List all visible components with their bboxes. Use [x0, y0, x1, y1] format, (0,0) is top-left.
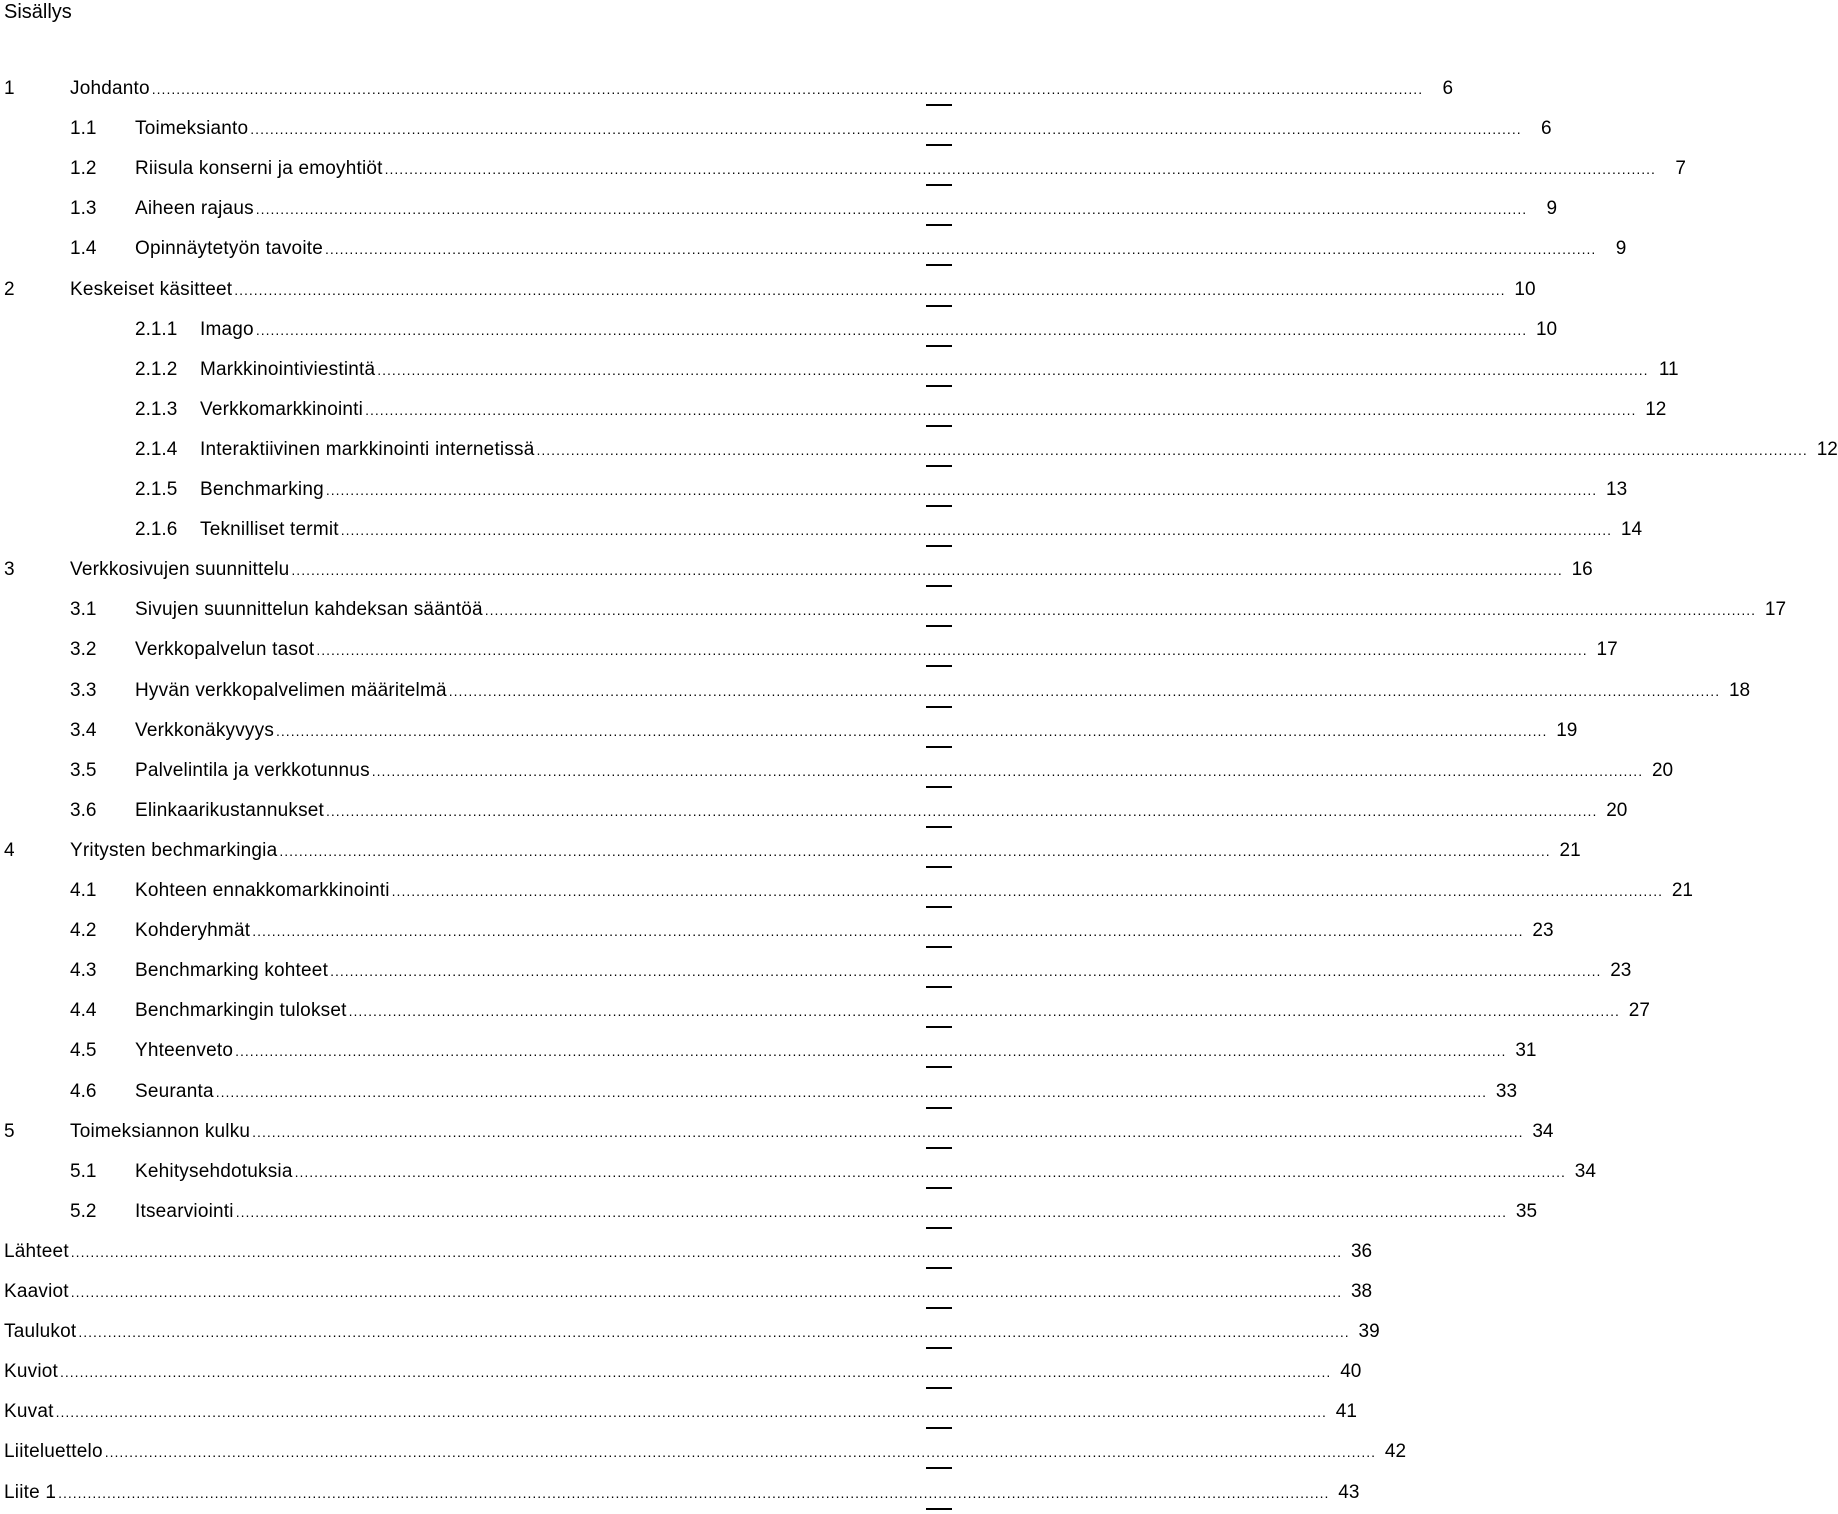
- toc-entry-label: Imago: [200, 318, 254, 340]
- toc-entry-page: 10: [1535, 318, 1558, 340]
- toc-entry-label: Kuvat: [4, 1401, 54, 1423]
- toc-entry-label: Keskeiset käsitteet: [70, 278, 233, 300]
- page-number-underline: [926, 906, 952, 908]
- toc-entry-number: 1.2: [70, 158, 97, 180]
- page-number-underline: [926, 184, 952, 186]
- toc-entry-page: 18: [1728, 679, 1751, 701]
- page-number-underline: [926, 505, 952, 507]
- toc-entry[interactable]: [0, 271, 1536, 311]
- toc-entry[interactable]: [0, 1313, 1380, 1353]
- toc-entry-page: 11: [1658, 358, 1679, 380]
- toc-entry-page: 42: [1384, 1441, 1407, 1463]
- toc-entry[interactable]: [0, 511, 1643, 551]
- page-number-underline: [926, 1066, 952, 1068]
- toc-entry-line: [135, 920, 1554, 942]
- toc-entry-page: 9: [1546, 198, 1558, 220]
- dot-leader: ....................................................................................................................................................................................................................................................................: [536, 441, 1808, 458]
- toc-entry-number: 3.6: [70, 799, 97, 821]
- page-number-underline: [926, 345, 952, 347]
- toc-entry-line: [135, 158, 1686, 180]
- toc-entry[interactable]: [0, 471, 1628, 511]
- page-number-underline: [926, 826, 952, 828]
- page-number-underline: [926, 585, 952, 587]
- toc-entry-page: 9: [1615, 238, 1627, 260]
- toc-entry-line: [200, 398, 1667, 421]
- toc-entry[interactable]: [0, 1433, 1407, 1473]
- dot-leader: ....................................................................................................................................................................................................................................................................: [55, 1404, 1327, 1421]
- toc-entry-label: Kuviot: [4, 1361, 59, 1383]
- toc-entry-number: 4.3: [70, 960, 97, 982]
- toc-entry-page: 33: [1495, 1080, 1518, 1102]
- dot-leader: ....................................................................................................................................................................................................................................................................: [448, 682, 1721, 699]
- toc-entry-number: 4.1: [70, 880, 97, 901]
- toc-entry-line: [4, 1401, 1357, 1423]
- toc-entry-label: Palvelintila ja verkkotunnus: [135, 759, 370, 781]
- toc-entry-page: 7: [1675, 158, 1686, 180]
- toc-entry-page: 38: [1350, 1281, 1373, 1302]
- toc-entry-number: 1.4: [70, 238, 97, 260]
- toc-entry[interactable]: [0, 1233, 1373, 1273]
- dot-leader: ....................................................................................................................................................................................................................................................................: [70, 1243, 1343, 1260]
- dot-leader: ....................................................................................................................................................................................................................................................................: [484, 602, 1757, 619]
- toc-entry-label: Elinkaarikustannukset: [135, 799, 325, 821]
- toc-entry-line: [135, 799, 1628, 822]
- toc-entry-label: Verkkopalvelun tasot: [135, 639, 315, 661]
- toc-entry-page: 21: [1671, 880, 1693, 901]
- page-number-underline: [926, 425, 952, 427]
- toc-entry-label: Seuranta: [135, 1080, 214, 1102]
- toc-entry[interactable]: [0, 1073, 1518, 1113]
- toc-entry-number: 4.4: [70, 1000, 97, 1022]
- toc-entry[interactable]: [0, 631, 1618, 671]
- toc-entry[interactable]: [0, 672, 1751, 712]
- toc-entry-line: [200, 519, 1643, 541]
- toc-entry-line: [135, 639, 1618, 661]
- toc-entry-line: [4, 1441, 1407, 1463]
- toc-entry-number: 1: [4, 78, 15, 99]
- toc-entry-page: 12: [1816, 438, 1838, 460]
- dot-leader: ....................................................................................................................................................................................................................................................................: [371, 762, 1644, 779]
- page-number-underline: [926, 264, 952, 266]
- toc-entry-page: 23: [1610, 960, 1632, 982]
- toc-entry-line: [70, 1120, 1554, 1143]
- page-number-underline: [926, 706, 952, 708]
- page-number-underline: [926, 1427, 952, 1429]
- toc-entry-number: 2: [4, 278, 15, 300]
- toc-entry-label: Itsearviointi: [135, 1200, 234, 1222]
- dot-leader: ....................................................................................................................................................................................................................................................................: [316, 642, 1588, 659]
- toc-entry-label: Sivujen suunnittelun kahdeksan sääntöä: [135, 599, 483, 621]
- toc-entry-line: [135, 1040, 1537, 1062]
- toc-entry-line: [70, 839, 1581, 862]
- toc-entry-number: 2.1.2: [135, 358, 178, 380]
- toc-entry-page: 20: [1651, 759, 1674, 781]
- toc-entry-label: Verkkonäkyvyys: [135, 719, 275, 741]
- page-number-underline: [926, 665, 952, 667]
- toc-entry-page: 31: [1515, 1040, 1537, 1062]
- page-number-underline: [926, 786, 952, 788]
- toc-entry-page: 6: [1541, 118, 1552, 140]
- toc-entry[interactable]: [0, 150, 1686, 190]
- toc-entry[interactable]: [0, 872, 1693, 912]
- toc-entry[interactable]: [0, 992, 1650, 1032]
- toc-entry-number: 3.3: [70, 679, 97, 701]
- dot-leader: ....................................................................................................................................................................................................................................................................: [78, 1324, 1350, 1341]
- toc-entry-number: 2.1.3: [135, 398, 178, 420]
- toc-entry[interactable]: [0, 110, 1552, 150]
- toc-entry-line: [135, 1080, 1518, 1103]
- toc-entry-page: 17: [1764, 599, 1787, 621]
- dot-leader: ....................................................................................................................................................................................................................................................................: [58, 1484, 1330, 1501]
- dot-leader: ....................................................................................................................................................................................................................................................................: [276, 722, 1548, 739]
- toc-entry-number: 4.5: [70, 1040, 97, 1062]
- page-number-underline: [926, 224, 952, 226]
- toc-entry[interactable]: [0, 431, 1838, 471]
- toc-entry[interactable]: [0, 1474, 1360, 1514]
- toc-entry-line: [135, 679, 1751, 702]
- page-number-underline: [926, 1147, 952, 1149]
- toc-entry-number: 2.1.1: [135, 318, 178, 340]
- page-number-underline: [926, 1307, 952, 1309]
- toc-entry[interactable]: [0, 752, 1674, 792]
- dot-leader: ....................................................................................................................................................................................................................................................................: [291, 562, 1563, 579]
- toc-entry-number: 4.6: [70, 1080, 97, 1102]
- toc-entry[interactable]: [0, 551, 1593, 591]
- toc-entry[interactable]: [0, 1153, 1596, 1193]
- dot-leader: ....................................................................................................................................................................................................................................................................: [340, 522, 1613, 539]
- toc-entry-line: [135, 1160, 1596, 1183]
- toc-entry-page: 21: [1559, 839, 1581, 861]
- dot-leader: ....................................................................................................................................................................................................................................................................: [104, 1444, 1377, 1461]
- toc-entry-label: Toimeksiannon kulku: [70, 1120, 251, 1142]
- toc-entry-number: 1.1: [70, 118, 97, 140]
- dot-leader: ....................................................................................................................................................................................................................................................................: [365, 401, 1637, 418]
- toc-entry-label: Teknilliset termit: [200, 519, 339, 541]
- dot-leader: ....................................................................................................................................................................................................................................................................: [235, 1203, 1508, 1220]
- toc-entry-line: [135, 118, 1552, 140]
- toc-entry[interactable]: [0, 1393, 1357, 1433]
- toc-entry[interactable]: [0, 832, 1581, 872]
- toc-entry-label: Benchmarkingin tulokset: [135, 1000, 347, 1022]
- toc-entry-page: 20: [1606, 799, 1628, 821]
- page-number-underline: [926, 625, 952, 627]
- toc-entry-line: [70, 559, 1593, 581]
- toc-entry-line: [4, 1481, 1360, 1504]
- toc-entry-page: 27: [1628, 1000, 1650, 1022]
- dot-leader: ....................................................................................................................................................................................................................................................................: [294, 1163, 1566, 1180]
- toc-entry-page: 36: [1350, 1240, 1373, 1262]
- dot-leader: ....................................................................................................................................................................................................................................................................: [391, 883, 1663, 899]
- toc-entry-label: Interaktiivinen markkinointi internetissä: [200, 438, 535, 460]
- toc-entry-line: [4, 1321, 1380, 1343]
- dot-leader: ....................................................................................................................................................................................................................................................................: [377, 361, 1649, 378]
- toc-entry[interactable]: [0, 912, 1554, 952]
- dot-leader: ....................................................................................................................................................................................................................................................................: [255, 201, 1528, 218]
- toc-entry-line: [135, 599, 1787, 621]
- dot-leader: ....................................................................................................................................................................................................................................................................: [235, 1043, 1507, 1060]
- toc-entry-number: 1.3: [70, 198, 97, 220]
- toc-entry[interactable]: [0, 712, 1578, 752]
- page-number-underline: [926, 1227, 952, 1229]
- toc-entry-line: [200, 438, 1838, 461]
- toc-entry[interactable]: [0, 1353, 1362, 1393]
- toc-title: Sisällys: [4, 1, 72, 23]
- dot-leader: ....................................................................................................................................................................................................................................................................: [384, 161, 1656, 178]
- toc-entry-line: [135, 1000, 1650, 1022]
- page-number-underline: [926, 1387, 952, 1389]
- toc-entry[interactable]: [0, 311, 1558, 351]
- dot-leader: ....................................................................................................................................................................................................................................................................: [151, 81, 1424, 97]
- toc-entry-page: 19: [1556, 719, 1578, 741]
- page-number-underline: [926, 465, 952, 467]
- page-number-underline: [926, 104, 952, 106]
- dot-leader: ....................................................................................................................................................................................................................................................................: [324, 241, 1597, 258]
- dot-leader: ....................................................................................................................................................................................................................................................................: [60, 1364, 1332, 1381]
- toc-entry[interactable]: [0, 1113, 1554, 1153]
- toc-entry-number: 3.5: [70, 759, 97, 781]
- page-number-underline: [926, 1267, 952, 1269]
- toc-entry-label: Benchmarking: [200, 479, 324, 500]
- page-number-underline: [926, 305, 952, 307]
- toc-entry-line: [135, 1200, 1538, 1223]
- page-number-underline: [926, 144, 952, 146]
- toc-entry-line: [135, 719, 1578, 742]
- toc-entry-label: Kohteen ennakkomarkkinointi: [135, 880, 390, 901]
- toc-entry-label: Liiteluettelo: [4, 1441, 103, 1463]
- toc-entry[interactable]: [0, 952, 1632, 992]
- toc-entry-line: [135, 880, 1693, 902]
- toc-entry[interactable]: [0, 70, 1454, 110]
- toc-entry-page: 16: [1571, 559, 1593, 581]
- toc-entry-line: [200, 318, 1558, 341]
- toc-entry-page: 35: [1515, 1200, 1538, 1222]
- page-number-underline: [926, 1467, 952, 1469]
- toc-entry-label: Benchmarking kohteet: [135, 960, 329, 982]
- toc-entry-line: [200, 479, 1628, 501]
- dot-leader: ....................................................................................................................................................................................................................................................................: [215, 1083, 1488, 1100]
- page-number-underline: [926, 1347, 952, 1349]
- toc-entry-line: [70, 278, 1536, 301]
- toc-entry-label: Johdanto: [70, 78, 150, 99]
- page-number-underline: [926, 746, 952, 748]
- toc-entry-line: [200, 358, 1679, 381]
- toc-entry-number: 3.4: [70, 719, 97, 741]
- toc-entry-page: 10: [1514, 278, 1536, 300]
- page-number-underline: [926, 1508, 952, 1510]
- toc-entry[interactable]: [0, 351, 1679, 391]
- toc-entry-label: Verkkomarkkinointi: [200, 398, 364, 420]
- toc-entry-page: 13: [1606, 479, 1628, 500]
- toc-entry-label: Hyvän verkkopalvelimen määritelmä: [135, 679, 447, 701]
- toc-entry[interactable]: [0, 1273, 1373, 1313]
- page-number-underline: [926, 1026, 952, 1028]
- toc-entry-label: Kohderyhmät: [135, 920, 251, 942]
- toc-entry-label: Taulukot: [4, 1321, 77, 1343]
- page-number-underline: [926, 866, 952, 868]
- toc-entry-page: 43: [1338, 1481, 1360, 1503]
- toc-entry-line: [70, 78, 1454, 100]
- toc-entry-number: 5.1: [70, 1160, 97, 1182]
- toc-entry[interactable]: [0, 1193, 1538, 1233]
- toc-entry-label: Yhteenveto: [135, 1040, 234, 1062]
- toc-entry-label: Kaaviot: [4, 1281, 69, 1302]
- toc-entry-number: 2.1.5: [135, 479, 178, 500]
- page-number-underline: [926, 545, 952, 547]
- toc-entry-number: 2.1.6: [135, 519, 178, 541]
- toc-entry-label: Liite 1: [4, 1481, 57, 1503]
- toc-entry-page: 34: [1532, 1120, 1554, 1142]
- toc-entry-number: 3.1: [70, 599, 97, 621]
- dot-leader: ....................................................................................................................................................................................................................................................................: [252, 1123, 1524, 1140]
- toc-entry[interactable]: [0, 591, 1787, 631]
- toc-entry[interactable]: [0, 1032, 1537, 1072]
- page-number-underline: [926, 1107, 952, 1109]
- toc-entry-page: 14: [1620, 519, 1643, 541]
- page-number-underline: [926, 1187, 952, 1189]
- dot-leader: ....................................................................................................................................................................................................................................................................: [252, 923, 1524, 940]
- dot-leader: ....................................................................................................................................................................................................................................................................: [70, 1284, 1343, 1300]
- toc-entry-label: Riisula konserni ja emoyhtiöt: [135, 158, 383, 180]
- toc-entry-number: 3: [4, 559, 15, 581]
- page-number-underline: [926, 946, 952, 948]
- dot-leader: ....................................................................................................................................................................................................................................................................: [255, 321, 1528, 338]
- toc-entry-label: Kehitysehdotuksia: [135, 1160, 293, 1182]
- toc-entry-label: Yritysten bechmarkingia: [70, 839, 278, 861]
- toc-entry-number: 5: [4, 1120, 15, 1142]
- toc-entry-page: 17: [1596, 639, 1618, 661]
- toc-entry-page: 40: [1340, 1361, 1362, 1383]
- toc-entry-label: Verkkosivujen suunnittelu: [70, 559, 290, 581]
- toc-entry-line: [135, 238, 1627, 260]
- toc-entry-label: Lähteet: [4, 1240, 69, 1262]
- toc-entry-line: [4, 1281, 1373, 1303]
- toc-entry-label: Aiheen rajaus: [135, 198, 254, 220]
- toc-entry-page: 6: [1442, 78, 1454, 99]
- page-number-underline: [926, 986, 952, 988]
- toc-entry-number: 2.1.4: [135, 438, 178, 460]
- toc-entry-line: [4, 1240, 1373, 1263]
- dot-leader: ....................................................................................................................................................................................................................................................................: [234, 281, 1506, 298]
- page-number-underline: [926, 385, 952, 387]
- toc-entry-page: 23: [1532, 920, 1554, 942]
- toc-entry-line: [135, 198, 1558, 220]
- toc-entry[interactable]: [0, 230, 1627, 270]
- toc-entry-page: 34: [1574, 1160, 1596, 1182]
- dot-leader: ....................................................................................................................................................................................................................................................................: [250, 121, 1522, 138]
- toc-entry-number: 4: [4, 839, 15, 861]
- toc-entry-page: 39: [1358, 1321, 1380, 1343]
- toc-entry-line: [135, 759, 1674, 782]
- toc-entry-line: [4, 1361, 1362, 1383]
- toc-entry-label: Markkinointiviestintä: [200, 358, 376, 380]
- dot-leader: ....................................................................................................................................................................................................................................................................: [326, 802, 1598, 819]
- dot-leader: ....................................................................................................................................................................................................................................................................: [279, 842, 1551, 859]
- toc-entry-label: Opinnäytetyön tavoite: [135, 238, 323, 260]
- dot-leader: ....................................................................................................................................................................................................................................................................: [330, 963, 1602, 980]
- dot-leader: ....................................................................................................................................................................................................................................................................: [348, 1003, 1620, 1020]
- toc-entry-page: 41: [1335, 1401, 1357, 1423]
- toc-entry-page: 12: [1645, 398, 1667, 420]
- toc-entry[interactable]: [0, 190, 1558, 230]
- toc-entry-number: 3.2: [70, 639, 97, 661]
- toc-entry-number: 5.2: [70, 1200, 97, 1222]
- toc-entry[interactable]: [0, 792, 1628, 832]
- toc-entry-line: [135, 960, 1632, 982]
- dot-leader: ....................................................................................................................................................................................................................................................................: [325, 482, 1598, 498]
- toc-entry-number: 4.2: [70, 920, 97, 942]
- toc-entry[interactable]: [0, 391, 1667, 431]
- toc-entry-label: Toimeksianto: [135, 118, 249, 140]
